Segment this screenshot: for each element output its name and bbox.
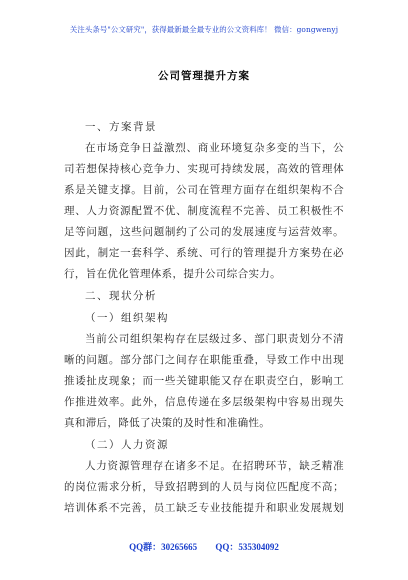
- document-title: 公司管理提升方案: [158, 70, 250, 82]
- paragraph-line: 司若想保持核心竞争力、实现可持续发展，高效的管理体: [64, 163, 344, 175]
- section-heading: 二、现状分析: [85, 290, 157, 302]
- paragraph-line: 行，旨在优化管理体系，提升公司综合实力。: [64, 268, 281, 280]
- section-heading: （二）人力资源: [85, 439, 169, 451]
- paragraph-line: 在市场竞争日益激烈、商业环境复杂多变的当下，公: [85, 142, 344, 154]
- document-body: [64, 116, 344, 519]
- paragraph-line: 推诿扯皮现象；而一些关键职能又存在职责空白，影响工: [64, 375, 344, 387]
- header-banner: 关注头条号"公文研究"，获得最新最全最专业的公文资料库！ 微信：gongwenyj: [69, 25, 339, 34]
- paragraph-line: 晰的问题。部分部门之间存在职能重叠，导致工作中出现: [64, 354, 344, 366]
- paragraph: [64, 329, 344, 434]
- paragraph-line: 的岗位需求分析，导致招聘到的人员与岗位匹配度不高；: [64, 481, 344, 493]
- paragraph-line: 当前公司组织架构存在层级过多、部门职责划分不清: [85, 333, 344, 345]
- paragraph-line: 培训体系不完善，员工缺乏专业技能提升和职业发展规划: [64, 502, 344, 514]
- qq-number: QQ：535304092: [215, 542, 279, 552]
- paragraph-line: 足等问题，这些问题制约了公司的发展速度与运营效率。: [64, 226, 344, 238]
- paragraph: [64, 456, 344, 519]
- paragraph: [64, 138, 344, 285]
- paragraph-line: 因此，制定一套科学、系统、可行的管理提升方案势在必: [64, 247, 344, 259]
- qq-group: QQ群：30265665: [129, 542, 198, 552]
- section-heading: （一）组织架构: [85, 312, 169, 324]
- footer-contact: [0, 540, 408, 553]
- paragraph-line: 系是关键支撑。目前，公司在管理方面存在组织架构不合: [64, 184, 344, 196]
- paragraph-line: 作推进效率。此外，信息传递在多层级架构中容易出现失: [64, 396, 344, 408]
- paragraph-line: 理、人力资源配置不优、制度流程不完善、员工积极性不: [64, 205, 344, 217]
- section-heading: 一、方案背景: [85, 121, 157, 133]
- paragraph-line: 人力资源管理存在诸多不足。在招聘环节，缺乏精准: [85, 460, 344, 472]
- paragraph-line: 真和滞后，降低了决策的及时性和准确性。: [64, 417, 271, 429]
